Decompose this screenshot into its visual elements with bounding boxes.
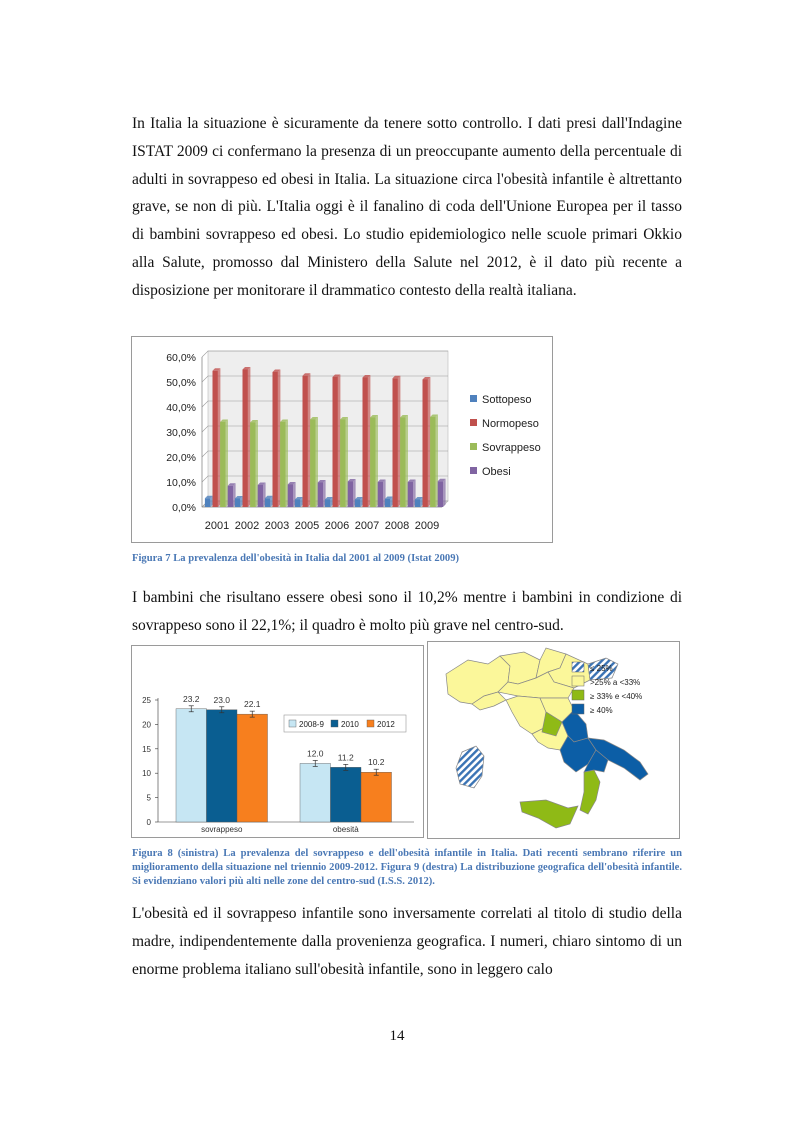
map-region-toscana xyxy=(506,696,546,734)
x-tick-label: 2009 xyxy=(414,520,440,532)
y-tick-label: 10 xyxy=(142,769,151,779)
map-legend-swatch-yellow xyxy=(572,676,584,686)
map-legend-swatch-hatched xyxy=(572,662,584,672)
map-legend-label: ≥ 40% xyxy=(590,706,613,715)
bar-side xyxy=(368,375,371,507)
legend-label: Sottopeso xyxy=(482,394,532,406)
bar-side xyxy=(346,417,349,507)
bar-sovrappeso xyxy=(430,417,435,507)
page-number: 14 xyxy=(389,1028,405,1044)
bar-sovrappeso xyxy=(250,423,255,508)
x-tick-label: 2008 xyxy=(384,520,410,532)
bar-sovrappeso xyxy=(400,418,405,508)
map-legend-label: ≥ 33% e <40% xyxy=(590,692,643,701)
legend-swatch xyxy=(470,419,477,426)
legend-swatch xyxy=(289,720,296,727)
bar-side xyxy=(308,373,311,507)
map-legend-swatch-green xyxy=(572,690,584,700)
bar-normopeso xyxy=(273,372,278,507)
map-legend-swatch-blue xyxy=(572,704,584,714)
bar-side xyxy=(428,377,431,507)
legend-label: Sovrappeso xyxy=(482,442,541,454)
y-tick-label: 20,0% xyxy=(166,452,196,464)
bar-side xyxy=(338,375,341,508)
bar-side xyxy=(406,415,409,507)
bar-normopeso xyxy=(333,377,338,507)
map-legend-label: ≤ 25% xyxy=(590,664,613,673)
bar-2012 xyxy=(361,772,392,822)
bar-side xyxy=(443,479,446,507)
bar-sottopeso xyxy=(235,499,240,508)
x-tick-label: 2007 xyxy=(354,520,380,532)
bar-obesi xyxy=(378,482,383,507)
legend-label: 2010 xyxy=(341,720,359,729)
bar-obesi xyxy=(348,482,353,508)
bar-obesi xyxy=(318,483,323,508)
y-tick-label: 30,0% xyxy=(166,427,196,439)
bar-side xyxy=(286,420,289,508)
y-tick-label: 15 xyxy=(142,744,151,754)
bar-side xyxy=(248,367,251,507)
bar-sottopeso xyxy=(205,498,210,507)
data-label: 23.2 xyxy=(182,693,200,704)
caption-figure-7: Figura 7 La prevalenza dell'obesità in Italia dal 2001 al 2009 (Istat 2009) xyxy=(132,553,460,564)
bar-obesi xyxy=(438,481,443,507)
map-region-sicilia xyxy=(520,800,578,828)
map-legend xyxy=(572,662,642,715)
y-tick-label: 5 xyxy=(146,793,151,803)
legend-swatch xyxy=(470,395,477,402)
map-region-sardegna xyxy=(456,746,484,788)
x-tick-label: sovrappeso xyxy=(201,825,243,834)
data-label: 12.0 xyxy=(306,748,324,759)
data-label: 22.1 xyxy=(243,699,261,710)
paragraph-children: I bambini che risultano essere obesi sono il 10,2% mentre i bambini in condizione di sovrappeso sono il 22,1%; il quadro è molto più grave nel centro-sud. xyxy=(132,589,682,634)
istat-bar-chart xyxy=(132,337,552,542)
bar-obesi xyxy=(258,485,263,507)
bar-sottopeso xyxy=(265,498,270,507)
bar-normopeso xyxy=(303,376,308,507)
y-tick-label: 0,0% xyxy=(172,502,196,514)
bar-obesi xyxy=(408,482,413,507)
legend-swatch xyxy=(470,467,477,474)
bar-sovrappeso xyxy=(340,420,345,508)
x-tick-label: 2001 xyxy=(204,520,230,532)
okkio-bar-chart xyxy=(132,646,423,837)
data-label: 10.2 xyxy=(367,757,385,768)
bar-normopeso xyxy=(363,378,368,508)
y-tick-label: 60,0% xyxy=(166,352,196,364)
legend-label: Normopeso xyxy=(482,418,539,430)
bar-normopeso xyxy=(213,371,218,507)
y-tick-label: 20 xyxy=(142,720,151,730)
bar-normopeso xyxy=(243,370,248,508)
legend-swatch xyxy=(367,720,374,727)
y-tick-label: 50,0% xyxy=(166,377,196,389)
data-label: 11.2 xyxy=(337,752,354,763)
bar-side xyxy=(398,376,401,507)
istat-chart xyxy=(131,336,553,543)
paragraph-maternal-education: L'obesità ed il sovrappeso infantile sono inversamente correlati al titolo di studio della madre, indipendentemente dalla provenienza geografica. I numeri, chiaro sintomo di un enorme problema italiano sull'obesità infantile, sono in leggero calo xyxy=(132,905,682,978)
bar-side xyxy=(376,415,379,507)
legend-label: 2012 xyxy=(377,720,395,729)
bar-side xyxy=(316,417,319,507)
bar-normopeso xyxy=(393,378,398,507)
y-tick-label: 0 xyxy=(146,818,151,827)
y-tick-label: 40,0% xyxy=(166,402,196,414)
bar-sovrappeso xyxy=(280,422,285,507)
x-tick-label: obesità xyxy=(332,825,359,834)
bar-sovrappeso xyxy=(310,420,315,508)
bar-sovrappeso xyxy=(370,418,375,508)
bar-side xyxy=(436,415,439,508)
bar-2010 xyxy=(207,710,238,822)
map-legend-label: >25% a <33% xyxy=(590,678,641,687)
bar-2012 xyxy=(237,714,268,822)
data-label: 23.0 xyxy=(213,694,231,705)
paragraph-intro: In Italia la situazione è sicuramente da tenere sotto controllo. I dati presi dall'Indagine ISTAT 2009 ci confermano la presenza di un preoccupante aumento della percentuale di adulti in sovrappeso ed obesi in Italia. La situazione circa l'obesità infantile è altrettanto grave, se non di più. L'Italia oggi è il fanalino di coda dell'Unione Europea per il tasso di bambini sovrappeso ed obesi. Lo studio epidemiologico nelle scuole primari Okkio alla Salute, promosso dal Ministero della Salute nel 2012, è il dato più recente a disposizione per monitorare il drammatico contesto della realtà italiana. xyxy=(132,115,682,299)
bar-2010 xyxy=(331,767,362,822)
x-tick-label: 2006 xyxy=(324,520,350,532)
bar-side xyxy=(218,368,221,507)
caption-figure-8-9: Figura 8 (sinistra) La prevalenza del sovrappeso e dell'obesità infantile in Italia. Dati recenti sembrano riferire un miglioramento della situazione nel triennio 2009-2012. Figura 9 (destra) La distribuzione geografica dell'obesità infantile. Si evidenziano valori più alti nelle zone del centro-sud (I.S.S. 2012). xyxy=(132,848,682,887)
bar-sottopeso xyxy=(355,500,360,508)
bar-2008-9 xyxy=(176,709,207,822)
bar-sottopeso xyxy=(295,500,300,508)
bar-side xyxy=(256,420,259,507)
italy-map-figure xyxy=(427,641,680,839)
bar-side xyxy=(226,420,229,508)
x-tick-label: 2003 xyxy=(264,520,290,532)
x-tick-label: 2002 xyxy=(234,520,260,532)
bar-sottopeso xyxy=(385,499,390,507)
bar-sottopeso xyxy=(325,500,330,508)
bar-sottopeso xyxy=(415,500,420,508)
legend-label: 2008-9 xyxy=(299,720,324,729)
y-tick-label: 10,0% xyxy=(166,477,196,489)
bar-obesi xyxy=(288,485,293,508)
bar-sovrappeso xyxy=(220,422,225,507)
map-region-calabria xyxy=(580,770,600,814)
x-tick-label: 2005 xyxy=(294,520,320,532)
y-tick-label: 25 xyxy=(142,696,151,705)
bar-normopeso xyxy=(423,380,428,508)
okkio-chart xyxy=(131,645,424,838)
bar-side xyxy=(278,370,281,508)
bar-2008-9 xyxy=(300,763,331,822)
legend-swatch xyxy=(470,443,477,450)
legend-label: Obesi xyxy=(482,466,511,478)
bar-obesi xyxy=(228,486,233,507)
legend-swatch xyxy=(331,720,338,727)
italy-obesity-map xyxy=(428,642,679,838)
